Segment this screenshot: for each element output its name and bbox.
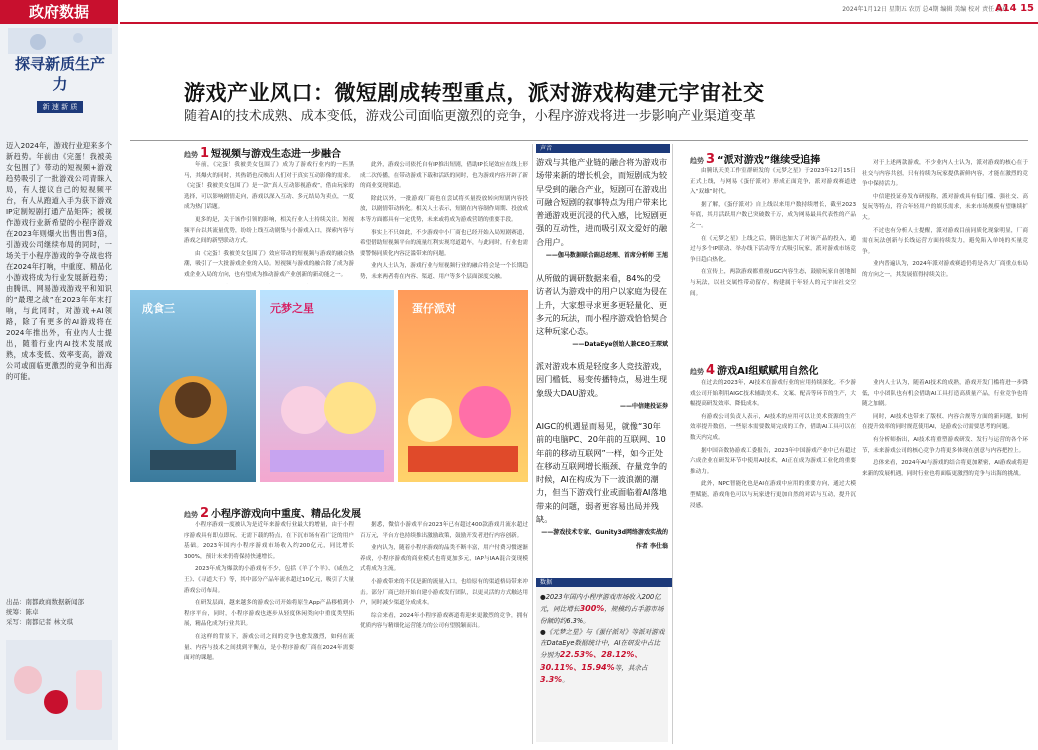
data-stat: 300% <box>579 604 605 614</box>
data-line: ，规模约占手游市场份额的约6.3%。 <box>540 605 664 625</box>
section-4-number: 4 <box>706 363 716 378</box>
page-number: A14 15 <box>994 3 1034 14</box>
section-4-title: 游戏AI组赋赋用自然化 <box>717 366 819 377</box>
para: 同时，AI技术也带来了版权、内容合规等方面的新问题，如何在提升效率的同时规范使用AI，是游戏公司需要思考的问题。 <box>862 413 1028 431</box>
para: 业内普遍认为，2024年派对游戏赛道仍将是各大厂商重点布局的方向之一，其发展值得持续关注。 <box>862 261 1028 278</box>
quote-2-source: ——DataEye创始人兼CEO王琛斌 <box>572 341 668 349</box>
game-image-3-title: 蛋仔派对 <box>412 302 456 315</box>
para: 在《元梦之星》上线之后，腾讯也加大了对该产品的投入，通过与多个IP联动、举办线下活动等方式吸引玩家，派对游戏市场竞争日趋白热化。 <box>690 235 856 263</box>
section-4-col-2 <box>862 378 1028 744</box>
section-3-col-1 <box>690 166 856 362</box>
data-line: ●2023年国内小程序游戏市场收入200亿元，同比增长 <box>540 593 661 614</box>
section-2-prefix: 趋势 <box>184 511 198 519</box>
quote-2-text: 从所做的调研数据来看，84%的受访者认为游戏中的用户以家庭为侵在上升，大家想寻求更多更轻量化、更多元的玩法，而小程序游戏恰恰契合这种玩家心态。 <box>536 273 668 337</box>
sidebar-lead: 迈入2024年，游戏行业迎来多个新趋势。年前由《完蛋！我被美女包围了》带动的短视频+游戏趋势吸引了一批游戏公司青睐入局，有人提议自己的短视频平台，有人从跑道入手为获下游戏IP定制短剧打通产品矩阵；被视作游戏行业新希望的小程序游戏在2023年则爆火出售出售3倍，引游戏公司继续布局的同时，一场关于小程序游戏的争夺战也将在2024年打响，中重度、精品化小游戏将成为行业发展新趋势；由腾讯、网易游戏游戏平和知识的“最理之战”在2023年年末打响，与此同时，对游戏+AI领路，除了有更多的AI游戏将在2024年推出外，有业内人士提出，随着行业内AI技术发展成熟，成本变低、效率变高，游戏公司或面临更激烈的竞争和出海的可能。 <box>6 141 112 381</box>
column-separator <box>672 144 673 744</box>
header-rule <box>120 22 1038 24</box>
para: 在宣传上，两款游戏都重视UGC内容生态，鼓励玩家自创地图与玩法，以社交属性带动留存，构建属于年轻人的元宇宙社交空间。 <box>690 269 856 297</box>
section-4-col-1 <box>690 378 856 744</box>
quote-1 <box>536 156 668 262</box>
para: 有分析师指出，AI技术将重塑游戏研发、发行与运营的各个环节，未来游戏公司的核心竞争力将更多体现在创意与内容把控上。 <box>862 436 1028 454</box>
section-1-col-2 <box>360 160 528 284</box>
section-1-title: 短视频与游戏生态进一步融合 <box>211 149 342 160</box>
para: 综合来看，2024年小程序游戏赛道将迎来更激烈的竞争，拥有优质内容与精细化运营能力的公司有望脱颖而出。 <box>360 612 528 630</box>
game-image-2 <box>260 290 394 482</box>
para: 中信建投证券发布研报称，派对游戏具有低门槛、强社交、高复玩等特点，符合年轻用户的娱乐需求，未来市场规模有望继续扩大。 <box>862 193 1028 221</box>
game-image-1 <box>130 290 256 482</box>
section-1-number: 1 <box>200 146 210 161</box>
section-2-title: 小程序游戏向中重度、精品化发展 <box>211 509 362 520</box>
section-2-col-1 <box>184 520 354 744</box>
quote-2 <box>536 272 668 352</box>
section-3-label <box>690 151 820 167</box>
data-stat: 22.53%、28.12%、30.11%、15.94% <box>540 650 643 672</box>
section-1-label <box>184 145 341 161</box>
para: 不过也有分析人士提醒，派对游戏目前同质化现象明显，厂商需在玩法创新与长线运营方面持续发力，避免陷入单纯的买量竞争。 <box>862 227 1028 255</box>
headline-rule <box>130 140 1028 141</box>
quote-3-source: ——中信建投证券 <box>619 402 668 410</box>
para: 总体来看，2024年AI与游戏的结合将更加紧密，AI游戏或将迎来新的发展机遇，同时行业也将面临更激烈的竞争与出海的挑战。 <box>862 460 1028 477</box>
para: 据中国音数协游戏工委报告，2023年中国游戏产业中已有超过六成企业在研发环节中使用AI技术，AI正在成为游戏工业化的重要推动力。 <box>690 447 856 475</box>
para: 据悉，微信小游戏平台2023年已有超过400款游戏月流水超过百万元，平台方也持续推出激励政策，鼓励开发者进行内容创新。 <box>360 522 528 539</box>
para: 年前，《完蛋！我被美女包围了》成为了游戏行业内的一匹黑马，其爆火的同时，其热销也反映出人们对于真实互动影像的需求。《完蛋！我被美女包围了》是一款“真人互动影视游戏”，借由玩家的选择，可以影响剧情走向，游戏以深入互动、多元结局为卖点，一度成为热门话题。 <box>184 162 354 211</box>
dateline: 2024年1月12日 星期五 农历 总4期 编辑 美编 校对 责任 发布 <box>842 6 1008 13</box>
para: 在研发层面，越来越多的游戏公司开始将原生App产品移植到小程序平台，同时，小程序游戏也逐步从轻度休闲类向中重度类型拓展，精品化成为行业共识。 <box>184 600 354 628</box>
para: 对于上述两款游戏，不少业内人士认为，派对游戏的核心在于社交与内容共创，只有持续为玩家提供新鲜内容，才能在激烈的竞争中保持活力。 <box>862 160 1028 188</box>
quote-4-source: ——游戏技术专家、Gunity3d网络游戏实战的作者 李仕翁 <box>541 529 668 550</box>
para: 在过去的2023年，AI技术在游戏行业的应用持续深化。不少游戏公司开始利用AIGC技术辅助美术、文案、配音等环节的生产，大幅提高研发效率、降低成本。 <box>690 380 856 408</box>
game-images-row <box>130 290 528 482</box>
sidebar-decoration <box>8 28 112 54</box>
para: 此外，游戏公司依托自有IP推出短剧，借助IP长尾效应在线上形成二次传播，在带动游戏下载和活跃的同时，也为游戏内容开辟了新的商业变现渠道。 <box>360 162 528 190</box>
quote-1-text: 游戏与其他产业链的融合将为游戏市场带来新的增长机会，而短剧成为较早受到的融合产业，短剧可在游戏出可融合短剧的叙事特点为用户带来比普通游戏更沉浸的代入感，比短剧更强的互动性，进而吸引双文爱好的融合用户。 <box>536 157 668 247</box>
para: 除此以外，一批游戏厂商也在尝试将买量投放转向短剧内容投放，以剧情带动转化。相关人士表示，短剧在内容制作周期、投放成本等方面都具有一定优势，未来或将成为游戏营销的重要手段。 <box>360 195 528 223</box>
quote-3 <box>536 360 668 413</box>
bubble-icon <box>44 690 68 714</box>
section-4-label <box>690 362 819 378</box>
para: 由《完蛋！我被美女包围了》效应带动的短视频与游戏的融合热潮，吸引了一大批游戏企业的入局。短视频与游戏的融合除了成为游戏企业入局的方向，也有望成为推动游戏产业创新的新动能之一。 <box>184 250 354 278</box>
headline: 游戏产业风口：微短剧成转型重点，派对游戏构建元宇宙社交 <box>184 81 765 105</box>
para: 由腾讯天美工作室群研发的《元梦之星》于2023年12月15日正式上线，与网易《蛋仔派对》形成正面竞争，派对游戏赛道进入“双雄”时代。 <box>690 168 856 196</box>
game-image-1-title: 成食三 <box>142 302 175 315</box>
section-2-number: 2 <box>200 506 210 521</box>
quote-1-source: ——伽马数据联合副总经理、首席分析师 王旭 <box>545 252 668 260</box>
sidebar-title: 探寻新质生产力 <box>14 55 105 93</box>
para: 有游戏公司负责人表示，AI技术的应用可以让美术资源的生产效率提升数倍，一些原本需要数周完成的工作，借助AI工具可以在数天内完成。 <box>690 413 856 441</box>
data-header: 数据 <box>536 578 672 587</box>
section-title: 政府数据 <box>0 0 118 24</box>
para: 小游戏带来的不仅是新的流量入口，也给原有的渠道格局带来冲击。部分厂商已经开始自建小游戏发行团队，以更灵活的方式触达用户，同时减少渠道分成成本。 <box>360 578 528 607</box>
section-3-prefix: 趋势 <box>690 157 704 165</box>
quote-4 <box>536 420 668 553</box>
section-3-title: “派对游戏”继续受追捧 <box>717 155 821 166</box>
para: 业内人士认为，游戏行业与短视频行业的融合将会是一个长期趋势，未来两者将在内容、渠道、用户等多个层面深度交融。 <box>360 263 528 280</box>
quote-4-text: AIGC的机遇显而易见，就像“30年前的电脑PC、20年前的互联网、10年前的移动互联网”一样，如今正处在移动互联网增长瓶颈、存量竞争的时候，AI在构成为下一波浪潮的潮力，但当下游戏行业或面临着AI落地带来的问题，弱者更容易出局并残缺。 <box>536 421 668 525</box>
data-stat: 3.3% <box>540 675 563 685</box>
para: 业内认为，随着小程序游戏的品类不断丰富，用户付费习惯逐渐养成，小程序游戏的商业模式也将更加多元，IAP与IAA混合变现模式将成为主流。 <box>360 545 528 573</box>
data-text <box>540 592 666 686</box>
section-1-prefix: 趋势 <box>184 151 198 159</box>
quotes-header: 声音 <box>536 144 670 153</box>
data-line: ●《元梦之星》与《蛋仔派对》等派对游戏在DataEye数据统计中，AI在研发中占比分别为 <box>540 627 665 660</box>
chat-bubble-icon <box>14 666 42 694</box>
para <box>184 283 354 284</box>
subheadline: 随着AI的技术成熟、成本变低，游戏公司面临更激烈的竞争，小程序游戏将进一步影响产业渠道变革 <box>184 109 756 124</box>
game-image-2-title: 元梦之星 <box>270 302 314 315</box>
para: 业内人士认为，随着AI技术的成熟，游戏开发门槛将进一步降低，中小团队也有机会借助AI工具打造高质量产品，行业竞争也将随之加剧。 <box>862 380 1028 408</box>
quote-3-text: 派对游戏本质是轻度多人竞技游戏，因门槛低、易变传播特点，易进生现象级大DAU游戏。 <box>536 361 668 398</box>
sidebar-illustration <box>6 640 112 740</box>
para: 据了解，《蛋仔派对》自上线以来用户数持续增长，截至2023年底，其月活跃用户数已突破数千万，成为网易最具代表性的产品之一。 <box>690 201 856 229</box>
para: 在这样的背景下，游戏公司之间的竞争也愈发激烈，如何在流量、内容与技术之间找到平衡点，是小程序游戏厂商在2024年需要面对的课题。 <box>184 633 354 662</box>
para: 此外，NPC智能化也是AI在游戏中应用的重要方向，通过大模型赋能，游戏角色可以与玩家进行更加自然的对话与互动，提升沉浸感。 <box>690 481 856 509</box>
phone-icon <box>76 670 102 710</box>
column-separator <box>532 144 533 744</box>
section-2-label <box>184 505 361 521</box>
section-2-col-2 <box>360 520 528 744</box>
data-line: 。 <box>562 676 569 685</box>
sidebar-subtitle: 新 速 新 质 <box>37 101 84 113</box>
section-1-col-1 <box>184 160 354 284</box>
sidebar-credit: 出品：南都政商数据新闻部 统筹：陈卓 采写：南都记者 林文琪 <box>6 598 84 626</box>
para: 小程序游戏一度被认为是近年来游戏行业最大的增量，由于小程序游戏具有即点即玩、无需下载的特点，在下沉市场有着广泛的用户基础。2023年国内小程序游戏市场收入约200亿元，同比增长300%，预计未来仍将保持快速增长。 <box>184 522 354 560</box>
section-3-number: 3 <box>706 152 716 167</box>
game-image-3 <box>398 290 528 482</box>
sidebar-title-block <box>8 54 112 110</box>
section-3-col-2 <box>862 158 1028 362</box>
section-4-prefix: 趋势 <box>690 368 704 376</box>
para: 更多的是，关于该作引领的影响，相关行业人士持续关注。短视频平台以其流量优势，纷纷上线互动剧集与小游戏入口，探索内容与游戏之间的新型联动方式。 <box>184 216 354 245</box>
para: 2023年成为爆款的小游戏有不少，包括《羊了个羊》、《咸鱼之王》、《寻道大千》等，其中部分产品年流水超过10亿元，吸引了大量游戏公司布局。 <box>184 566 354 594</box>
data-line: 等，其余占 <box>614 663 648 672</box>
para: 事实上不只如此，不少游戏中小厂商也已经开始入局短剧赛道，希望借助短视频平台的流量红利实现弯道超车，与此同时，行业也需要警惕同质化内容泛滥带来的问题。 <box>360 229 528 257</box>
